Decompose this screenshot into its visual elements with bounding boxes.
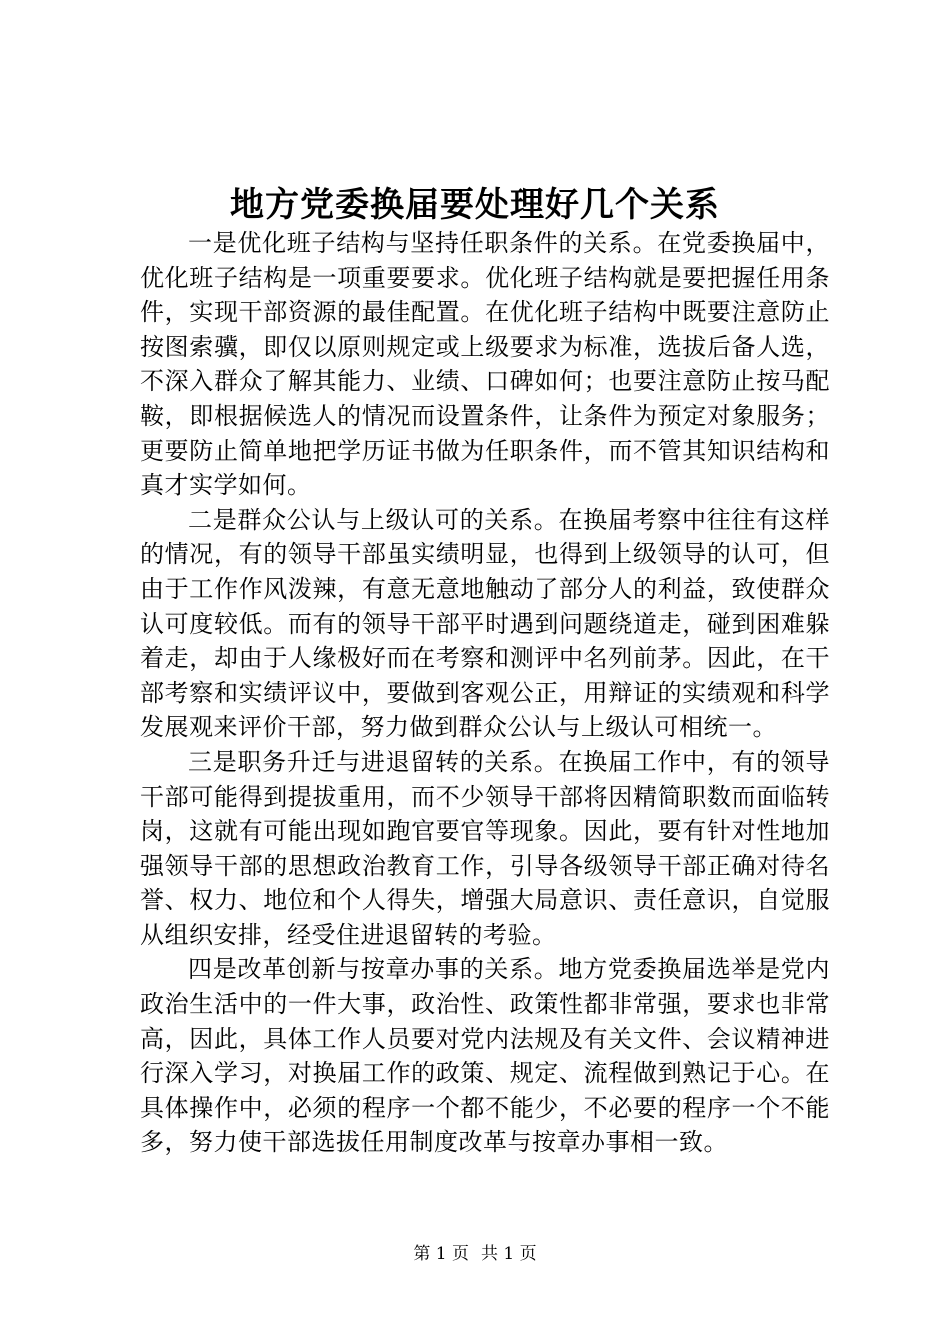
document-title: 地方党委换届要处理好几个关系	[230, 185, 720, 225]
paragraph-2: 二是群众公认与上级认可的关系。在换届考察中往往有这样的情况，有的领导干部虽实绩明显，也得到上级领导的认可，但由于工作作风泼辣，有意无意地触动了部分人的利益，致使群众认可度较低。而有的领导干部平时遇到问题绕道走，碰到困难躲着走，却由于人缘极好而在考察和测评中名列前茅。因此，在干部考察和实绩评议中，要做到客观公正，用辩证的实绩观和科学发展观来评价干部，努力做到群众公认与上级认可相统一。	[140, 505, 830, 742]
document-body	[140, 226, 830, 1160]
paragraph-1: 一是优化班子结构与坚持任职条件的关系。在党委换届中，优化班子结构是一项重要要求。优化班子结构就是要把握任用条件，实现干部资源的最佳配置。在优化班子结构中既要注意防止按图索骥，即仅以原则规定或上级要求为标准，选拔后备人选，不深入群众了解其能力、业绩、口碑如何；也要注意防止按马配鞍，即根据候选人的情况而设置条件，让条件为预定对象服务；更要防止简单地把学历证书做为任职条件，而不管其知识结构和真才实学如何。	[140, 229, 830, 500]
page-number: 第 1 页	[413, 1244, 469, 1264]
paragraph-4: 四是改革创新与按章办事的关系。地方党委换届选举是党内政治生活中的一件大事，政治性、政策性都非常强，要求也非常高，因此，具体工作人员要对党内法规及有关文件、会议精神进行深入学习，对换届工作的政策、规定、流程做到熟记于心。在具体操作中，必须的程序一个都不能少，不必要的程序一个不能多，努力使干部选拔任用制度改革与按章办事相一致。	[140, 955, 830, 1157]
page-footer	[0, 1243, 950, 1265]
page-total: 共 1 页	[481, 1244, 537, 1264]
paragraph-3: 三是职务升迁与进退留转的关系。在换届工作中，有的领导干部可能得到提拔重用，而不少领导干部将因精简职数而面临转岗，这就有可能出现如跑官要官等现象。因此，要有针对性地加强领导干部的思想政治教育工作，引导各级领导干部正确对待名誉、权力、地位和个人得失，增强大局意识、责任意识，自觉服从组织安排，经受住进退留转的考验。	[140, 747, 830, 949]
